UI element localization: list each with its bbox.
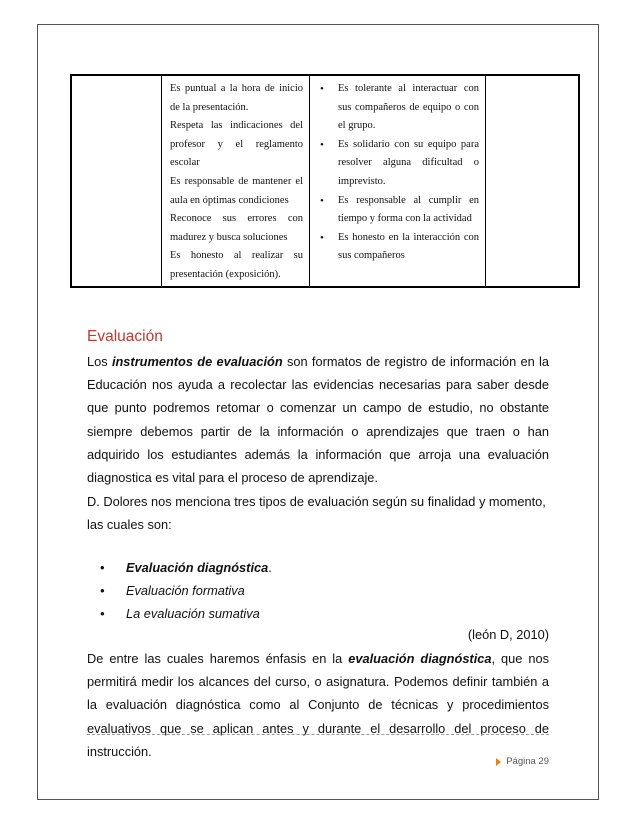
paragraph-types-intro xyxy=(87,490,549,536)
criteria-line: Es honesto al realizar su presentación (exposición). xyxy=(170,250,303,280)
evaluation-types-list xyxy=(100,556,272,625)
paragraph-diagnostic: De entre las cuales haremos énfasis en la evaluación diagnóstica, que nos permitirá medir los alcances del curso, o asignatura. Podemos definir también a la evaluación diagnóstica como al Conjunto de técnicas y procedimientos evaluativos que se aplican antes y durante el desarrollo del proceso de instrucción. xyxy=(87,651,549,759)
footer-divider xyxy=(87,734,549,735)
table-cell-individual-criteria xyxy=(162,76,310,286)
criteria-line: Reconoce sus errores con madurez y busca soluciones xyxy=(170,213,303,243)
citation: (león D, 2010) xyxy=(467,627,549,642)
types-intro-line: D. Dolores nos menciona tres tipos de evaluación según su finalidad y momento, xyxy=(87,494,546,509)
list-item: • Es solidario con su equipo para resolver alguna dificultad o imprevisto. xyxy=(318,136,479,192)
table-cell-empty-right xyxy=(486,76,578,286)
list-item: • Es honesto en la interacción con sus compañeros xyxy=(318,229,479,266)
list-item-diagnostic: • Evaluación diagnóstica. xyxy=(100,556,272,579)
page-number: Página 29 xyxy=(506,756,549,767)
term-instruments: instrumentos de evaluación xyxy=(111,354,283,369)
list-item-summative: • La evaluación sumativa xyxy=(100,602,272,625)
table-cell-team-criteria xyxy=(310,76,486,286)
rubric-table xyxy=(70,74,580,288)
criteria-line: Respeta las indicaciones del profesor y el reglamento escolar xyxy=(170,120,303,169)
section-heading: Evaluación xyxy=(87,328,163,345)
criteria-line: Es puntual a la hora de inicio de la presentación. xyxy=(170,83,303,113)
list-item-formative: • Evaluación formativa xyxy=(100,579,272,602)
term-diagnostic: evaluación diagnóstica xyxy=(348,651,492,666)
types-intro-line: las cuales son: xyxy=(87,517,172,533)
paragraph-instruments: Los instrumentos de evaluación son formatos de registro de información en la Educación nos ayuda a recolectar las evidencias necesarias para saber desde que punto podremos retomar o comenzar un campo de estudio, no obstante siempre debemos partir de la información o aprendizajes que traen o han adquirido los estudiantes además la información que arroja una evaluación diagnostica es vital para el proceso de aprendizaje. xyxy=(87,354,549,486)
list-item: • Es tolerante al interactuar con sus compañeros de equipo o con el grupo. xyxy=(318,80,479,136)
criteria-line: Es responsable de mantener el aula en óptimas condiciones xyxy=(170,175,303,206)
page-footer xyxy=(496,756,549,767)
team-criteria-list xyxy=(318,80,479,266)
list-item: • Es responsable al cumplir en tiempo y forma con la actividad xyxy=(318,192,479,229)
triangle-right-icon xyxy=(496,758,501,766)
table-cell-empty-left xyxy=(72,76,162,286)
